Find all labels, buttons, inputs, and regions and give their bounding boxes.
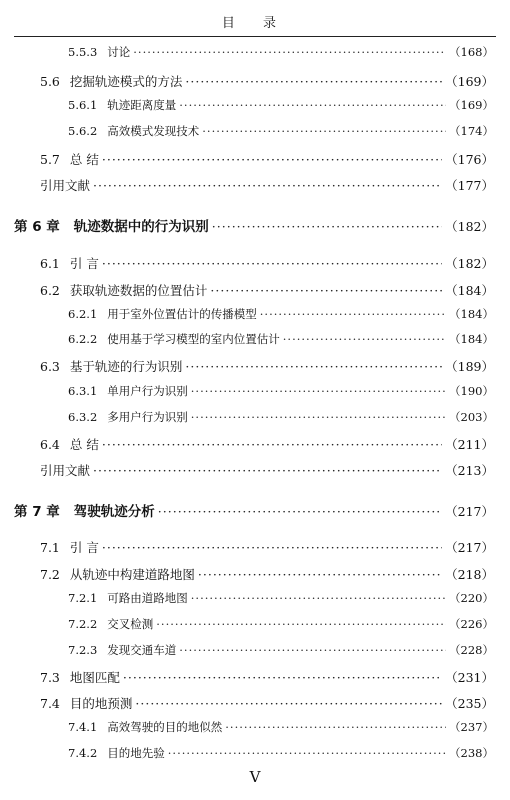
dot-leader (168, 746, 446, 760)
dot-leader (283, 332, 446, 346)
toc-entry[interactable] (68, 331, 494, 347)
toc-entry-page: （190） (449, 384, 494, 398)
toc-entry[interactable] (40, 72, 494, 90)
toc-entry-title: 获取轨迹数据的位置估计 (69, 283, 208, 298)
toc-entry-page: （182） (445, 219, 494, 234)
toc-entry[interactable] (68, 97, 494, 113)
dot-leader (185, 359, 442, 374)
dot-leader (185, 74, 442, 89)
toc-entry-number: 6.2.1 (68, 307, 98, 321)
page-number: V (249, 768, 261, 786)
toc-entry-title: 驾驶轨迹分析 (73, 504, 155, 520)
toc-entry-page: （182） (445, 256, 494, 271)
toc-entry-page: （238） (449, 746, 494, 760)
toc-entry-number: 5.6 (40, 74, 60, 89)
toc-entry-title: 基于轨迹的行为识别 (69, 359, 183, 374)
toc-entry-page: （189） (445, 359, 494, 374)
toc-entry-number: 7.2.3 (68, 643, 98, 657)
toc-entry-number: 5.5.3 (68, 45, 98, 59)
toc-entry-page: （169） (445, 74, 494, 89)
toc-entry-title: 引用文献 (40, 463, 91, 478)
toc-entry-page: （228） (449, 643, 494, 657)
toc-chapter-entry[interactable] (14, 215, 494, 235)
toc-entry-title: 单用户行为识别 (107, 384, 188, 398)
toc-references-entry[interactable] (40, 461, 494, 479)
toc-entry[interactable] (40, 435, 494, 453)
toc-entry[interactable] (40, 668, 494, 686)
toc-entry-title: 挖掘轨迹模式的方法 (69, 74, 183, 89)
dot-leader (102, 437, 442, 452)
dot-leader (202, 124, 446, 138)
dot-leader (156, 617, 446, 631)
toc-entry[interactable] (68, 719, 494, 735)
dot-leader (123, 670, 442, 685)
toc-entry-number: 第 7 章 (14, 504, 60, 520)
dot-leader (93, 178, 442, 193)
toc-entry-page: （184） (449, 307, 494, 321)
toc-entry-title: 引用文献 (40, 178, 91, 193)
dot-leader (198, 567, 442, 582)
toc-entry-number: 5.6.2 (68, 124, 98, 138)
toc-entry-page: （220） (449, 591, 494, 605)
toc-entry-number: 7.2.1 (68, 591, 98, 605)
toc-entry-number: 6.3.2 (68, 410, 98, 424)
toc-entry-number: 7.3 (40, 670, 60, 685)
toc-entry-title: 从轨迹中构建道路地图 (69, 567, 195, 582)
dot-leader (135, 696, 442, 711)
toc-entry-title: 目的地先验 (107, 746, 165, 760)
toc-entry[interactable] (68, 642, 494, 658)
toc-entry[interactable] (40, 150, 494, 168)
toc-entry-number: 6.4 (40, 437, 60, 452)
toc-entry-title: 交叉检测 (107, 617, 154, 631)
dot-leader (191, 384, 446, 398)
toc-entry-page: （176） (445, 152, 494, 167)
page-header-title: 目 录 (221, 16, 289, 31)
dot-leader (212, 219, 442, 234)
toc-entry-page: （217） (445, 540, 494, 555)
dot-leader (133, 45, 446, 59)
dot-leader (102, 540, 442, 555)
toc-entry-page: （203） (449, 410, 494, 424)
toc-entry-title: 总 结 (69, 437, 99, 452)
toc-entry[interactable] (40, 357, 494, 375)
toc-entry-number: 6.1 (40, 256, 60, 271)
toc-entry-page: （184） (445, 283, 494, 298)
toc-entry-number: 7.2.2 (68, 617, 98, 631)
toc-entry[interactable] (68, 306, 494, 322)
toc-entry-title: 使用基于学习模型的室内位置估计 (107, 332, 280, 346)
dot-leader (179, 643, 446, 657)
toc-entry-number: 6.3 (40, 359, 60, 374)
toc-entry-page: （237） (449, 720, 494, 734)
toc-entry[interactable] (68, 383, 494, 399)
toc-entry-page: （168） (449, 45, 494, 59)
toc-entry[interactable] (68, 616, 494, 632)
dot-leader (260, 307, 446, 321)
toc-entry-title: 目的地预测 (69, 696, 133, 711)
toc-entry[interactable] (68, 44, 494, 60)
toc-entry[interactable] (40, 538, 494, 556)
toc-entry-page: （217） (445, 504, 494, 519)
toc-entry-page: （169） (449, 98, 494, 112)
toc-entry-page: （213） (445, 463, 494, 478)
dot-leader (102, 152, 442, 167)
toc-entry-page: （226） (449, 617, 494, 631)
toc-entry-title: 总 结 (69, 152, 99, 167)
toc-entry-number: 7.1 (40, 540, 60, 555)
toc-entry-page: （211） (445, 437, 494, 452)
toc-entry-title: 高效驾驶的目的地似然 (107, 720, 223, 734)
toc-entry-page: （184） (449, 332, 494, 346)
toc-entry-number: 6.2.2 (68, 332, 98, 346)
toc-entry-number: 7.2 (40, 567, 60, 582)
toc-entry-title: 引 言 (69, 256, 99, 271)
toc-entry[interactable] (68, 745, 494, 761)
toc-entry[interactable] (68, 123, 494, 139)
toc-entry[interactable] (68, 409, 494, 425)
toc-entry-title: 多用户行为识别 (107, 410, 188, 424)
toc-entry-title: 讨论 (107, 45, 131, 59)
dot-leader (158, 504, 442, 519)
toc-chapter-entry[interactable] (14, 500, 494, 520)
toc-entry-page: （231） (445, 670, 494, 685)
toc-entry[interactable] (40, 254, 494, 272)
toc-entry-title: 可路由道路地图 (107, 591, 188, 605)
dot-leader (102, 256, 442, 271)
toc-entry-page: （218） (445, 567, 494, 582)
dot-leader (179, 98, 446, 112)
toc-entry-page: （177） (445, 178, 494, 193)
toc-entry-number: 7.4.1 (68, 720, 98, 734)
toc-entry-number: 5.7 (40, 152, 60, 167)
header-divider (14, 36, 496, 37)
toc-entry-title: 轨迹距离度量 (107, 98, 177, 112)
dot-leader (191, 591, 446, 605)
toc-entry-number: 6.2 (40, 283, 60, 298)
toc-references-entry[interactable] (40, 176, 494, 194)
toc-entry-page: （235） (445, 696, 494, 711)
toc-entry-title: 引 言 (69, 540, 99, 555)
dot-leader (93, 463, 442, 478)
toc-entry-number: 第 6 章 (14, 219, 60, 235)
toc-entry[interactable] (40, 694, 494, 712)
toc-entry-number: 6.3.1 (68, 384, 98, 398)
toc-entry-number: 7.4.2 (68, 746, 98, 760)
toc-entry-title: 地图匹配 (69, 670, 120, 685)
toc-entry-title: 发现交通车道 (107, 643, 177, 657)
dot-leader (225, 720, 446, 734)
toc-entry[interactable] (40, 281, 494, 299)
toc-entry-page: （174） (449, 124, 494, 138)
dot-leader (191, 410, 446, 424)
toc-entry[interactable] (40, 565, 494, 583)
dot-leader (210, 283, 442, 298)
toc-entry-title: 轨迹数据中的行为识别 (73, 219, 209, 235)
toc-entry[interactable] (68, 590, 494, 606)
toc-entry-title: 用于室外位置估计的传播模型 (107, 307, 257, 321)
toc-entry-title: 高效模式发现技术 (107, 124, 200, 138)
toc-entry-number: 7.4 (40, 696, 60, 711)
toc-entry-number: 5.6.1 (68, 98, 98, 112)
